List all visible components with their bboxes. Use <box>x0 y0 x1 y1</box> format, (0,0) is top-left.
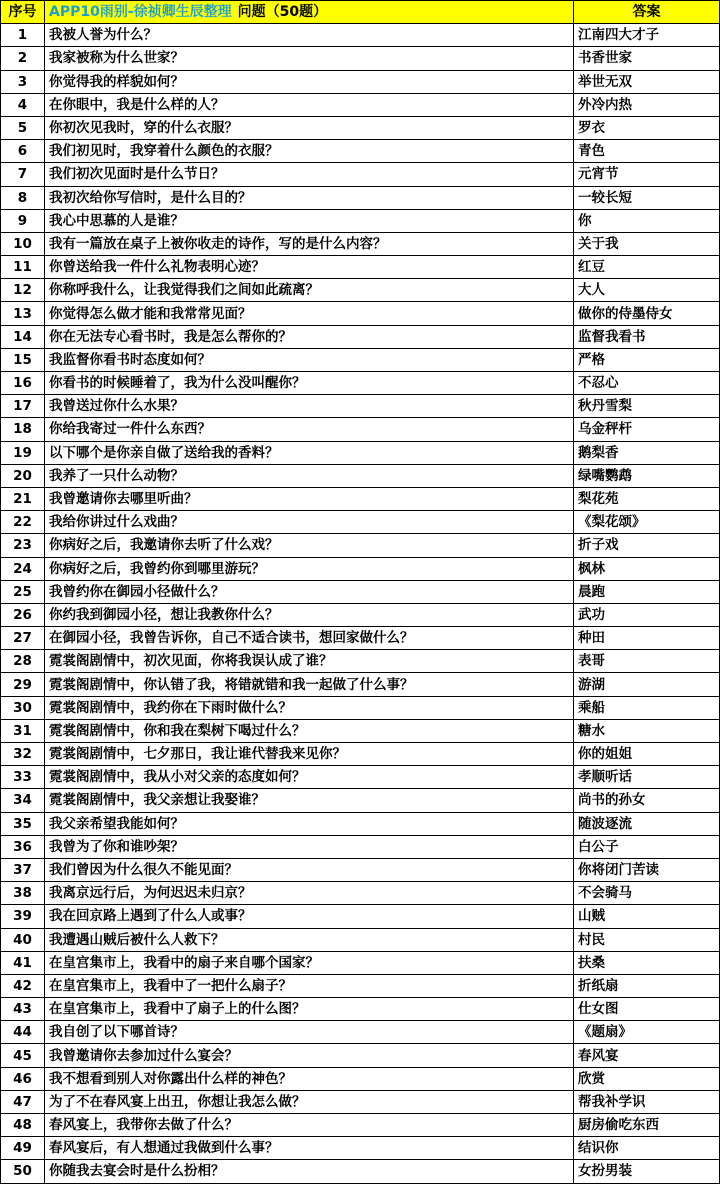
row-number: 13 <box>1 302 45 325</box>
row-number: 7 <box>1 163 45 186</box>
answer-cell: 帮我补学识 <box>574 1090 720 1113</box>
row-number: 49 <box>1 1137 45 1160</box>
question-cell: 你曾送给我一件什么礼物表明心迹？ <box>45 256 574 279</box>
header-answer: 答案 <box>574 1 720 24</box>
table-row <box>1 1090 720 1113</box>
table-row <box>1 789 720 812</box>
row-number: 26 <box>1 603 45 626</box>
answer-cell: 监督我看书 <box>574 325 720 348</box>
row-number: 29 <box>1 673 45 696</box>
question-cell: 为了不在春风宴上出丑，你想让我怎么做？ <box>45 1090 574 1113</box>
question-cell: 霓裳阁剧情中，你认错了我，将错就错和我一起做了什么事？ <box>45 673 574 696</box>
question-cell: 春风宴上，我带你去做了什么？ <box>45 1114 574 1137</box>
row-number: 45 <box>1 1044 45 1067</box>
answer-cell: 晨跑 <box>574 580 720 603</box>
table-row <box>1 1021 720 1044</box>
table-row <box>1 372 720 395</box>
answer-cell: 严格 <box>574 348 720 371</box>
question-cell: 你称呼我什么，让我觉得我们之间如此疏离？ <box>45 279 574 302</box>
row-number: 25 <box>1 580 45 603</box>
question-cell: 我曾约你在御园小径做什么？ <box>45 580 574 603</box>
answer-cell: 白公子 <box>574 835 720 858</box>
answer-cell: 春风宴 <box>574 1044 720 1067</box>
question-cell: 我初次给你写信时，是什么目的？ <box>45 186 574 209</box>
table-row <box>1 325 720 348</box>
table-row <box>1 974 720 997</box>
answer-cell: 绿嘴鹦鹉 <box>574 464 720 487</box>
table-row <box>1 93 720 116</box>
question-cell: 你初次见我时，穿的什么衣服？ <box>45 116 574 139</box>
table-row <box>1 812 720 835</box>
table-row <box>1 418 720 441</box>
table-row <box>1 743 720 766</box>
row-number: 17 <box>1 395 45 418</box>
answer-cell: 青色 <box>574 140 720 163</box>
question-cell: 你约我到御园小径，想让我教你什么？ <box>45 603 574 626</box>
answer-cell: 乘船 <box>574 696 720 719</box>
row-number: 19 <box>1 441 45 464</box>
answer-cell: 扶桑 <box>574 951 720 974</box>
table-row <box>1 696 720 719</box>
answer-cell: 种田 <box>574 627 720 650</box>
question-cell: 我自创了以下哪首诗？ <box>45 1021 574 1044</box>
answer-cell: 武功 <box>574 603 720 626</box>
row-number: 39 <box>1 905 45 928</box>
row-number: 5 <box>1 116 45 139</box>
row-number: 6 <box>1 140 45 163</box>
table-row <box>1 487 720 510</box>
table-row <box>1 511 720 534</box>
table-row <box>1 1044 720 1067</box>
answer-cell: 孝顺听话 <box>574 766 720 789</box>
answer-cell: 不会骑马 <box>574 882 720 905</box>
row-number: 41 <box>1 951 45 974</box>
answer-cell: 你的姐姐 <box>574 743 720 766</box>
row-number: 15 <box>1 348 45 371</box>
table-row <box>1 766 720 789</box>
question-cell: 霓裳阁剧情中，七夕那日，我让谁代替我来见你？ <box>45 743 574 766</box>
row-number: 8 <box>1 186 45 209</box>
table-row <box>1 395 720 418</box>
row-number: 3 <box>1 70 45 93</box>
row-number: 42 <box>1 974 45 997</box>
row-number: 31 <box>1 719 45 742</box>
answer-cell: 书香世家 <box>574 47 720 70</box>
row-number: 44 <box>1 1021 45 1044</box>
question-cell: 我养了一只什么动物？ <box>45 464 574 487</box>
question-cell: 我曾邀请你去哪里听曲？ <box>45 487 574 510</box>
question-cell: 我监督你看书时态度如何？ <box>45 348 574 371</box>
answer-cell: 糖水 <box>574 719 720 742</box>
row-number: 34 <box>1 789 45 812</box>
question-cell: 我父亲希望我能如何？ <box>45 812 574 835</box>
table-header-row <box>1 1 720 24</box>
answer-cell: 关于我 <box>574 232 720 255</box>
answer-cell: 尚书的孙女 <box>574 789 720 812</box>
answer-cell: 你 <box>574 209 720 232</box>
question-cell: 我们曾因为什么很久不能见面？ <box>45 858 574 881</box>
row-number: 27 <box>1 627 45 650</box>
question-cell: 我们初次见面时是什么节日？ <box>45 163 574 186</box>
answer-cell: 鹅梨香 <box>574 441 720 464</box>
answer-cell: 随波逐流 <box>574 812 720 835</box>
table-row <box>1 302 720 325</box>
table-row <box>1 557 720 580</box>
answer-cell: 《梨花颂》 <box>574 511 720 534</box>
question-cell: 你觉得我的样貌如何？ <box>45 70 574 93</box>
question-cell: 你病好之后，我邀请你去听了什么戏？ <box>45 534 574 557</box>
row-number: 32 <box>1 743 45 766</box>
answer-cell: 做你的侍墨侍女 <box>574 302 720 325</box>
row-number: 35 <box>1 812 45 835</box>
answer-cell: 厨房偷吃东西 <box>574 1114 720 1137</box>
row-number: 50 <box>1 1160 45 1183</box>
answer-cell: 你将闭门苦读 <box>574 858 720 881</box>
table-row <box>1 441 720 464</box>
question-cell: 我心中思慕的人是谁？ <box>45 209 574 232</box>
table-row <box>1 163 720 186</box>
row-number: 9 <box>1 209 45 232</box>
header-title-suffix: 问题（50题） <box>237 4 328 21</box>
question-cell: 在御园小径，我曾告诉你，自己不适合读书，想回家做什么？ <box>45 627 574 650</box>
question-cell: 我曾为了你和谁吵架？ <box>45 835 574 858</box>
answer-cell: 梨花苑 <box>574 487 720 510</box>
answer-cell: 折纸扇 <box>574 974 720 997</box>
table-row <box>1 232 720 255</box>
table-row <box>1 719 720 742</box>
answer-cell: 举世无双 <box>574 70 720 93</box>
answer-cell: 《题扇》 <box>574 1021 720 1044</box>
question-cell: 霓裳阁剧情中，你和我在梨树下喝过什么？ <box>45 719 574 742</box>
table-row <box>1 1160 720 1183</box>
table-row <box>1 534 720 557</box>
table-row <box>1 673 720 696</box>
answer-cell: 乌金秤杆 <box>574 418 720 441</box>
row-number: 24 <box>1 557 45 580</box>
question-cell: 我家被称为什么世家？ <box>45 47 574 70</box>
table-row <box>1 580 720 603</box>
table-row <box>1 209 720 232</box>
table-row <box>1 70 720 93</box>
answer-cell: 折子戏 <box>574 534 720 557</box>
header-number: 序号 <box>1 1 45 24</box>
header-question <box>45 1 574 24</box>
header-title-prefix: APP10雨别-徐祯卿生辰整理 <box>49 4 232 21</box>
table-row <box>1 1067 720 1090</box>
table-row <box>1 116 720 139</box>
row-number: 36 <box>1 835 45 858</box>
table-row <box>1 140 720 163</box>
question-cell: 我有一篇放在桌子上被你收走的诗作，写的是什么内容？ <box>45 232 574 255</box>
question-cell: 我在回京路上遇到了什么人或事？ <box>45 905 574 928</box>
row-number: 22 <box>1 511 45 534</box>
question-cell: 你觉得怎么做才能和我常常见面？ <box>45 302 574 325</box>
row-number: 28 <box>1 650 45 673</box>
row-number: 4 <box>1 93 45 116</box>
question-cell: 你病好之后，我曾约你到哪里游玩？ <box>45 557 574 580</box>
table-row <box>1 882 720 905</box>
question-cell: 你在无法专心看书时，我是怎么帮你的？ <box>45 325 574 348</box>
table-row <box>1 348 720 371</box>
question-cell: 我曾邀请你去参加过什么宴会？ <box>45 1044 574 1067</box>
question-cell: 我被人誉为什么？ <box>45 24 574 47</box>
table-row <box>1 464 720 487</box>
answer-cell: 结识你 <box>574 1137 720 1160</box>
row-number: 14 <box>1 325 45 348</box>
question-cell: 春风宴后，有人想通过我做到什么事？ <box>45 1137 574 1160</box>
table-row <box>1 24 720 47</box>
answer-cell: 女扮男装 <box>574 1160 720 1183</box>
table-row <box>1 279 720 302</box>
table-row <box>1 603 720 626</box>
answer-cell: 元宵节 <box>574 163 720 186</box>
table-row <box>1 1114 720 1137</box>
question-cell: 在皇宫集市上，我看中的扇子来自哪个国家？ <box>45 951 574 974</box>
table-row <box>1 905 720 928</box>
row-number: 12 <box>1 279 45 302</box>
row-number: 30 <box>1 696 45 719</box>
answer-cell: 外冷内热 <box>574 93 720 116</box>
row-number: 37 <box>1 858 45 881</box>
answer-cell: 红豆 <box>574 256 720 279</box>
row-number: 21 <box>1 487 45 510</box>
table-row <box>1 627 720 650</box>
question-cell: 以下哪个是你亲自做了送给我的香料？ <box>45 441 574 464</box>
row-number: 2 <box>1 47 45 70</box>
question-cell: 我曾送过你什么水果？ <box>45 395 574 418</box>
quiz-table-body <box>1 1 720 1184</box>
row-number: 43 <box>1 998 45 1021</box>
table-row <box>1 47 720 70</box>
question-cell: 霓裳阁剧情中，我从小对父亲的态度如何？ <box>45 766 574 789</box>
question-cell: 在皇宫集市上，我看中了一把什么扇子？ <box>45 974 574 997</box>
row-number: 40 <box>1 928 45 951</box>
row-number: 1 <box>1 24 45 47</box>
answer-cell: 大人 <box>574 279 720 302</box>
row-number: 11 <box>1 256 45 279</box>
question-cell: 我给你讲过什么戏曲？ <box>45 511 574 534</box>
question-cell: 霓裳阁剧情中，我约你在下雨时做什么？ <box>45 696 574 719</box>
answer-cell: 罗衣 <box>574 116 720 139</box>
table-row <box>1 858 720 881</box>
row-number: 46 <box>1 1067 45 1090</box>
table-row <box>1 186 720 209</box>
answer-cell: 山贼 <box>574 905 720 928</box>
question-cell: 你给我寄过一件什么东西？ <box>45 418 574 441</box>
question-cell: 我离京远行后，为何迟迟未归京？ <box>45 882 574 905</box>
answer-cell: 仕女图 <box>574 998 720 1021</box>
answer-cell: 秋丹雪梨 <box>574 395 720 418</box>
answer-cell: 枫林 <box>574 557 720 580</box>
table-row <box>1 928 720 951</box>
table-row <box>1 650 720 673</box>
row-number: 33 <box>1 766 45 789</box>
table-row <box>1 951 720 974</box>
question-cell: 在皇宫集市上，我看中了扇子上的什么图？ <box>45 998 574 1021</box>
table-row <box>1 256 720 279</box>
answer-cell: 不忍心 <box>574 372 720 395</box>
answer-cell: 村民 <box>574 928 720 951</box>
answer-cell: 游湖 <box>574 673 720 696</box>
row-number: 47 <box>1 1090 45 1113</box>
row-number: 18 <box>1 418 45 441</box>
row-number: 38 <box>1 882 45 905</box>
row-number: 20 <box>1 464 45 487</box>
question-cell: 我们初见时，我穿着什么颜色的衣服？ <box>45 140 574 163</box>
question-cell: 我不想看到别人对你露出什么样的神色？ <box>45 1067 574 1090</box>
table-row <box>1 998 720 1021</box>
question-cell: 我遭遇山贼后被什么人救下？ <box>45 928 574 951</box>
question-cell: 霓裳阁剧情中，初次见面，你将我误认成了谁？ <box>45 650 574 673</box>
row-number: 48 <box>1 1114 45 1137</box>
row-number: 16 <box>1 372 45 395</box>
row-number: 23 <box>1 534 45 557</box>
question-cell: 你随我去宴会时是什么扮相？ <box>45 1160 574 1183</box>
table-row <box>1 1137 720 1160</box>
answer-cell: 江南四大才子 <box>574 24 720 47</box>
question-cell: 在你眼中，我是什么样的人？ <box>45 93 574 116</box>
question-cell: 你看书的时候睡着了，我为什么没叫醒你？ <box>45 372 574 395</box>
question-cell: 霓裳阁剧情中，我父亲想让我娶谁？ <box>45 789 574 812</box>
row-number: 10 <box>1 232 45 255</box>
answer-cell: 表哥 <box>574 650 720 673</box>
answer-cell: 欣赏 <box>574 1067 720 1090</box>
table-row <box>1 835 720 858</box>
answer-cell: 一较长短 <box>574 186 720 209</box>
